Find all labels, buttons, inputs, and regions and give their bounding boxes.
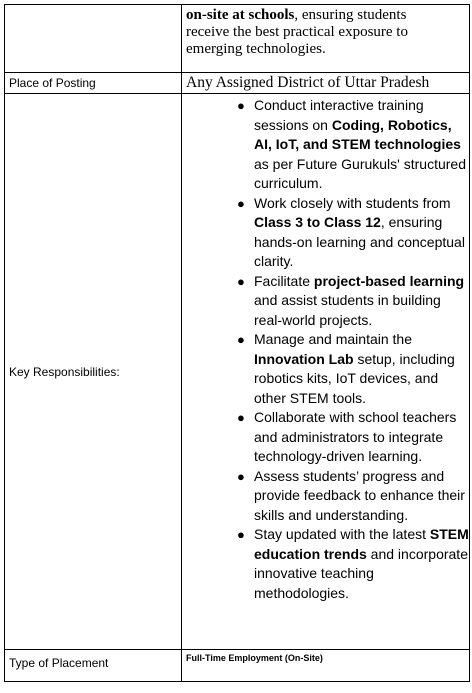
item-text: Work closely with students from (254, 194, 451, 211)
description-rest: , ensuring students (294, 7, 407, 23)
posting-value: Any Assigned District of Uttar Pradesh (186, 74, 430, 91)
description-cell (182, 5, 470, 73)
item-bold: STEM education trends (254, 526, 469, 562)
item-bold: project-based learning (313, 272, 465, 289)
list-item (237, 467, 469, 526)
item-text: Stay updated with the latest (254, 526, 430, 542)
list-item (237, 272, 469, 331)
table-row (5, 5, 470, 73)
placement-label: Type of Placement (9, 656, 109, 670)
item-text: Manage and maintain the (254, 331, 412, 347)
list-item (237, 408, 469, 467)
bullet-icon: ● (237, 468, 245, 484)
bullet-icon: ● (237, 410, 245, 425)
table-row (5, 73, 470, 94)
job-details-table (4, 4, 470, 682)
item-text: Collaborate with school teachers and administrators to integrate technology-driven learning. (254, 409, 457, 464)
description-text (182, 5, 469, 58)
responsibilities-list (182, 94, 469, 603)
bullet-icon: ● (237, 273, 245, 289)
item-text: as per Future Gurukuls' structured curriculum. (254, 155, 466, 191)
bullet-icon: ● (237, 98, 245, 113)
item-text: Conduct interactive training sessions on (254, 97, 424, 133)
item-text: Facilitate (254, 272, 314, 289)
description-line-2: receive the best practical exposure to (186, 24, 408, 40)
table-row (5, 94, 470, 650)
list-item (237, 96, 469, 194)
item-text: and assist students in building real-world projects. (254, 292, 441, 328)
description-bold: on-site at schools (186, 7, 295, 23)
bullet-icon: ● (237, 527, 245, 542)
item-text: Assess students’ progress and provide feedback to enhance their skills and understanding. (254, 467, 465, 523)
placement-value: Full-Time Employment (On-Site) (186, 653, 323, 663)
item-text: , ensuring hands-on learning and conceptual clarity. (254, 214, 465, 269)
empty-label-cell (5, 5, 182, 73)
bullet-icon: ● (237, 332, 245, 347)
item-bold: Coding, Robotics, AI, IoT, and STEM technologies (254, 116, 461, 152)
item-bold: Class 3 to Class 12 (254, 214, 381, 230)
item-text: setup, including robotics kits, IoT devices, and other STEM tools. (254, 350, 455, 406)
list-item (237, 330, 469, 408)
item-bold: Innovation Lab (254, 350, 354, 367)
item-text: and incorporate innovative teaching methodologies. (254, 545, 468, 601)
description-line-3: emerging technologies. (186, 41, 326, 57)
bullet-icon: ● (237, 195, 245, 211)
posting-label: Place of Posting (9, 76, 96, 90)
responsibilities-label: Key Responsibilities: (9, 364, 120, 379)
table-row (5, 650, 470, 682)
list-item (237, 194, 469, 272)
list-item (237, 525, 469, 603)
